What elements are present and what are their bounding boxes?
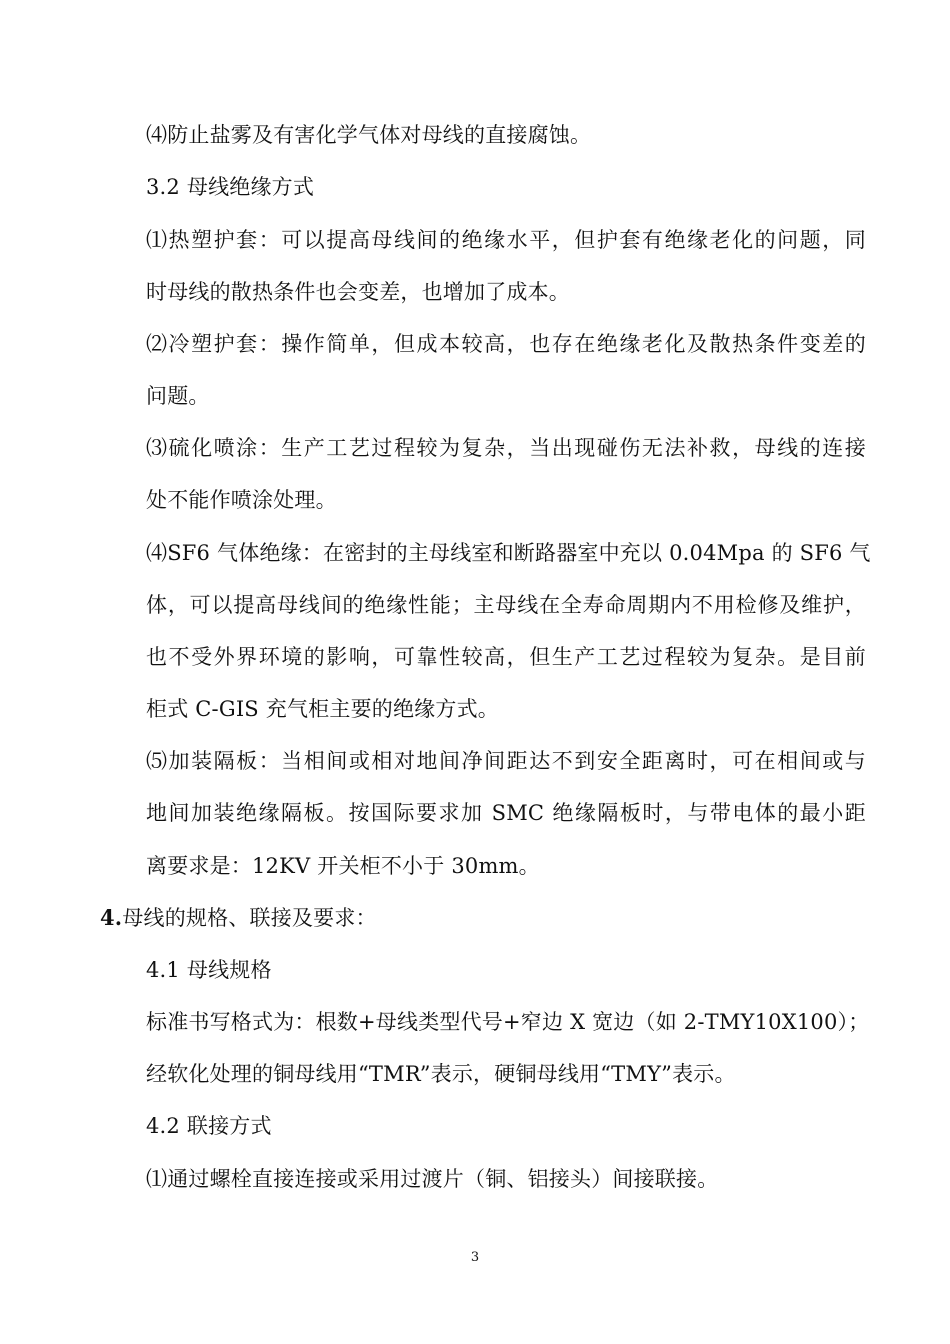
paragraph-line: 离要求是：12KV 开关柜不小于 30mm。 — [146, 854, 540, 878]
section-number: 4. — [100, 905, 123, 930]
subsection-heading-4-2: 4.2 联接方式 — [146, 1114, 272, 1138]
paragraph-line: 处不能作喷涂处理。 — [146, 488, 337, 512]
subsection-heading-4-1: 4.1 母线规格 — [146, 958, 272, 982]
section-title: 母线的规格、联接及要求： — [122, 906, 377, 930]
paragraph-line: 标准书写格式为：根数+母线类型代号+窄边 X 宽边（如 2-TMY10X100）； — [146, 1010, 870, 1034]
paragraph-line: ⑵冷塑护套：操作简单，但成本较高，也存在绝缘老化及散热条件变差的 — [146, 332, 866, 356]
paragraph-line: 地间加装绝缘隔板。按国际要求加 SMC 绝缘隔板时，与带电体的最小距 — [146, 801, 866, 825]
section-heading-4 — [100, 903, 820, 933]
paragraph-line: 经软化处理的铜母线用“TMR”表示，硬铜母线用“TMY”表示。 — [146, 1062, 736, 1086]
paragraph-line: ⑸加装隔板：当相间或相对地间净间距达不到安全距离时，可在相间或与 — [146, 749, 866, 773]
paragraph-line: ⑴通过螺栓直接连接或采用过渡片（铜、铝接头）间接联接。 — [146, 1167, 719, 1191]
page-number: 3 — [470, 1250, 480, 1265]
paragraph-line: ⑷SF6 气体绝缘：在密封的主母线室和断路器室中充以 0.04Mpa 的 SF6 气 — [146, 541, 871, 565]
paragraph-line: ⑷防止盐雾及有害化学气体对母线的直接腐蚀。 — [146, 123, 592, 147]
subsection-heading-3-2: 3.2 母线绝缘方式 — [146, 175, 315, 199]
paragraph-line: ⑶硫化喷涂：生产工艺过程较为复杂，当出现碰伤无法补救，母线的连接 — [146, 436, 866, 460]
paragraph-line: 也不受外界环境的影响，可靠性较高，但生产工艺过程较为复杂。是目前 — [146, 645, 866, 669]
paragraph-line: 柜式 C-GIS 充气柜主要的绝缘方式。 — [146, 697, 499, 721]
paragraph-line: 体，可以提高母线间的绝缘性能；主母线在全寿命周期内不用检修及维护， — [146, 593, 866, 617]
paragraph-line: 时母线的散热条件也会变差，也增加了成本。 — [146, 280, 570, 304]
paragraph-line: 问题。 — [146, 384, 210, 408]
paragraph-line: ⑴热塑护套：可以提高母线间的绝缘水平，但护套有绝缘老化的问题，同 — [146, 228, 866, 252]
